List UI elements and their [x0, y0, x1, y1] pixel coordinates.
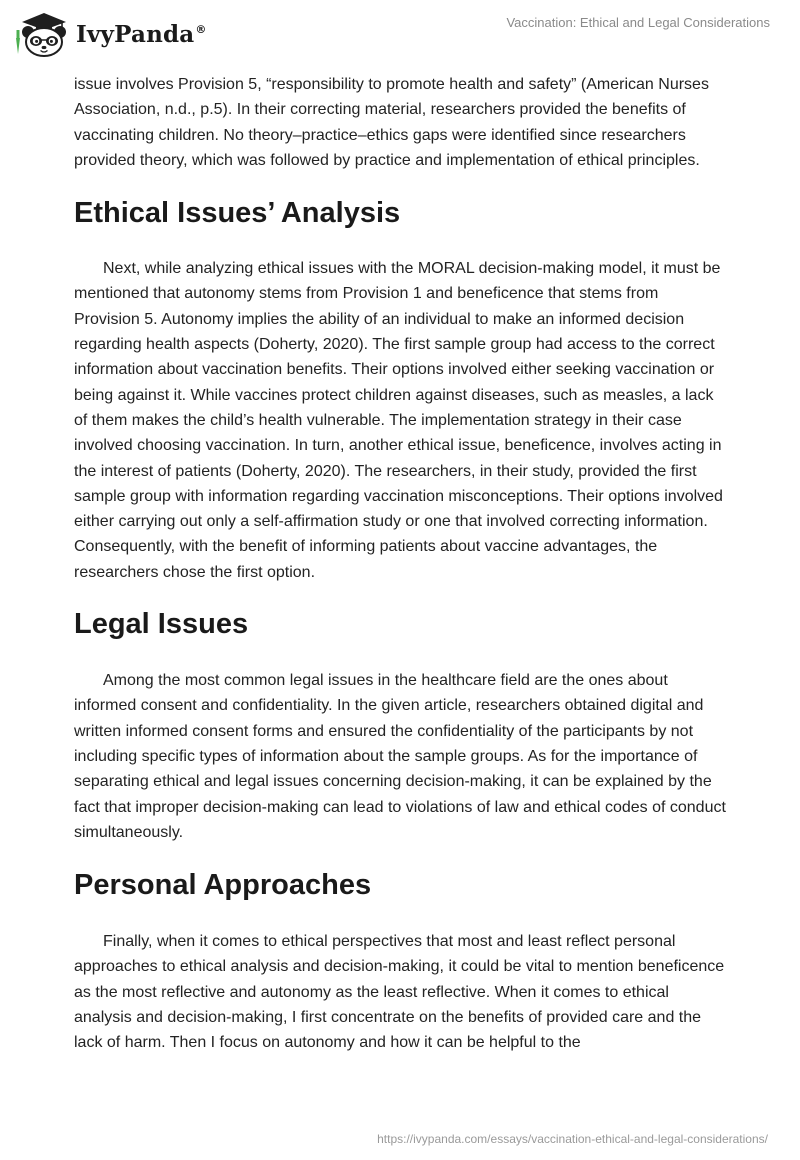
logo[interactable]	[14, 10, 207, 58]
section-heading-personal-approaches: Personal Approaches	[74, 869, 372, 902]
panda-graduate-icon	[14, 10, 70, 58]
article-body	[74, 72, 726, 1056]
registered-mark: ®	[195, 22, 207, 36]
page-header	[0, 0, 800, 70]
document-title: Vaccination: Ethical and Legal Considerations	[506, 15, 770, 30]
source-url-link[interactable]: https://ivypanda.com/essays/vaccination-ethical-and-legal-considerations/	[377, 1132, 768, 1146]
section-heading-legal-issues: Legal Issues	[74, 608, 249, 641]
section-paragraph-personal-approaches: Finally, when it comes to ethical perspectives that most and least reflect personal approaches to ethical analysis and decision-making, it could be vital to mention beneficence as the most reflective and autonomy as the least reflective. When it comes to ethical analysis and decision-making, I first concentrate on the benefits of provided care and the lack of harm. Then I focus on autonomy and how it can be helpful to the	[74, 933, 725, 1052]
section-paragraph-ethical-issues: Next, while analyzing ethical issues with the MORAL decision-making model, it must be mentioned that autonomy stems from Provision 1 and beneficence that stems from Provision 5. Autonomy implies the ability of an individual to make an informed decision regarding health aspects (Doherty, 2020). The first sample group had access to the correct information about vaccination benefits. Their options involved either seeking vaccination or being against it. While vaccines protect children against diseases, such as measles, a lack of them makes the child’s health vulnerable. The implementation strategy in their case involved choosing vaccination. In turn, another ethical issue, beneficence, involves acting in the interest of patients (Doherty, 2020). The researchers, in their study, provided the first sample group with information regarding vaccination misconceptions. Their options involved either carrying out only a self-affirmation study or one that involved correcting information. Consequently, with the benefit of informing patients about vaccine advantages, the researchers chose the first option.	[74, 260, 723, 581]
section-heading-ethical-issues: Ethical Issues’ Analysis	[74, 197, 401, 230]
section-paragraph-legal-issues: Among the most common legal issues in the healthcare field are the ones about informed consent and confidentiality. In the given article, researchers obtained digital and written informed consent forms and ensured the confidentiality of the participants by not including specific types of information about the sample groups. As for the importance of separating ethical and legal issues concerning decision-making, it can be explained by the fact that improper decision-making can lead to violations of law and ethical codes of conduct simultaneously.	[74, 672, 726, 841]
intro-paragraph: issue involves Provision 5, “responsibility to promote health and safety” (American Nurses Association, n.d., p.5). In their correcting material, researchers provided the benefits of vaccinating children. No theory–practice–ethics gaps were identified since researchers provided theory, which was followed by practice and implementation of ethical principles.	[74, 76, 709, 169]
logo-text: IvyPanda®	[76, 20, 207, 48]
